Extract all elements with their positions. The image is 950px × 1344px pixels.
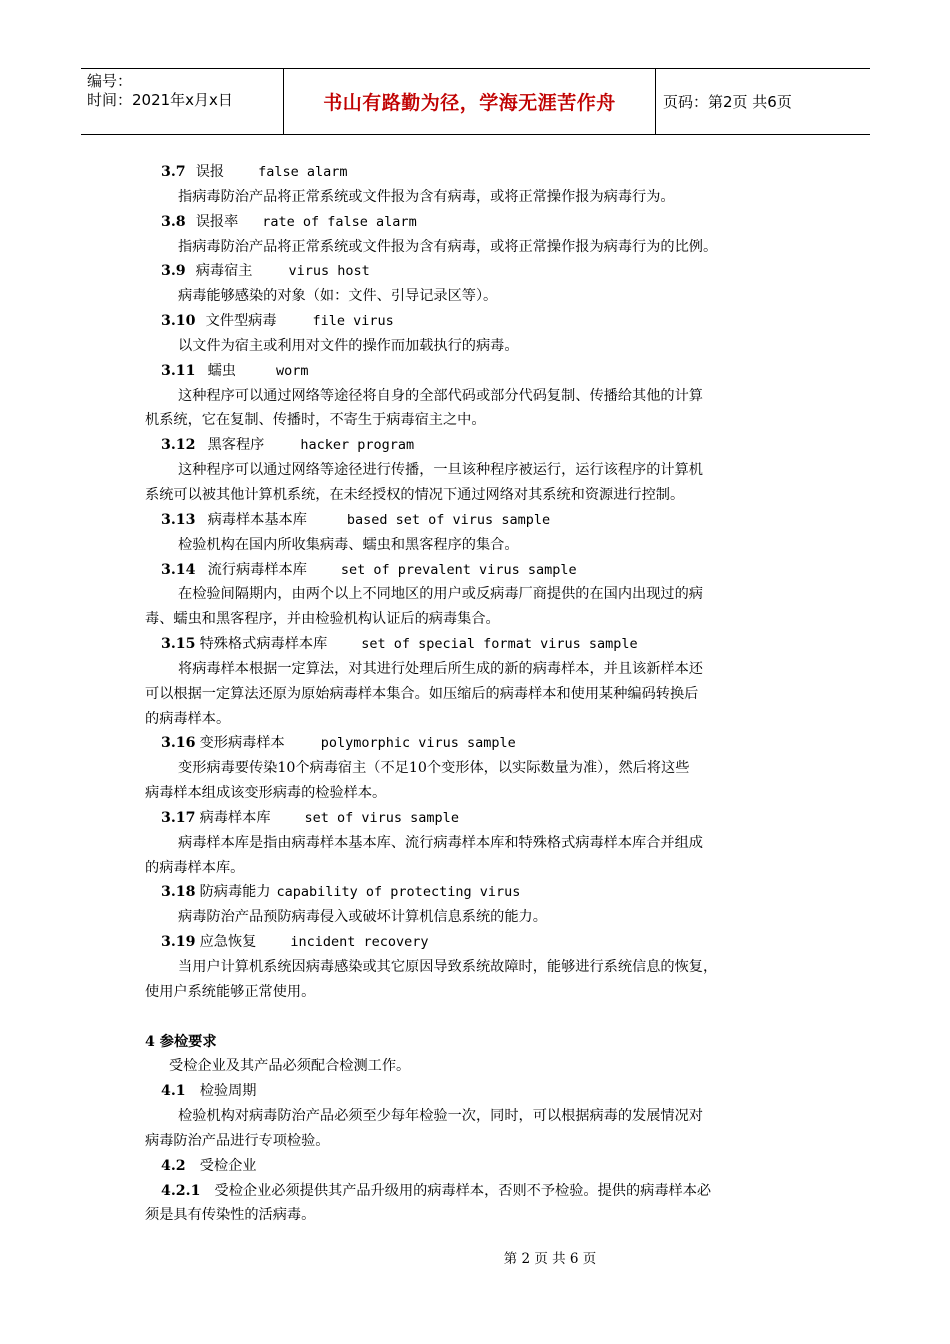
term-definition: 病毒能够感染的对象（如：文件、引导记录区等）。 (178, 288, 498, 305)
term-number: 3.8 (161, 213, 186, 230)
header-motto: 书山有路勤为径，学海无涯苦作舟 (323, 92, 616, 114)
term-number: 3.15 (161, 636, 196, 653)
term-english: set of special format virus sample (361, 636, 638, 653)
term-definition-continued: 使用户系统能够正常使用。 (145, 983, 316, 1000)
clause-continued: 须是具有传染性的活病毒。 (145, 1207, 316, 1224)
term-heading (145, 359, 815, 384)
term-english: false alarm (258, 164, 348, 180)
header-meta (87, 72, 283, 110)
term-heading (145, 309, 815, 334)
term-heading (145, 508, 815, 533)
term-number: 3.17 (161, 809, 196, 826)
clause-text: 受检企业必须提供其产品升级用的病毒样本，否则不予检验。提供的病毒样本必 (214, 1182, 712, 1199)
term-definition: 这种程序可以通过网络等途径进行传播，一旦该种程序被运行，运行该程序的计算机 (178, 462, 703, 479)
subsection-title: 检验周期 (199, 1083, 257, 1100)
term-heading (145, 433, 815, 458)
term-definition-continued: 的病毒样本库。 (145, 859, 245, 876)
term-heading (145, 930, 815, 955)
term-definition-continued: 机系统，它在复制、传播时，不寄生于病毒宿主之中。 (145, 412, 486, 429)
term-chinese: 防病毒能力 (199, 884, 271, 901)
term-definition-continued: 系统可以被其他计算机系统，在未经授权的情况下通过网络对其系统和资源进行控制。 (145, 486, 685, 503)
header-divider (655, 69, 656, 134)
term-definition-continued: 毒、蠕虫和黑客程序，并由检验机构认证后的病毒集合。 (145, 611, 500, 628)
term-english: set of virus sample (304, 809, 459, 826)
term-chinese: 黑客程序 (207, 437, 265, 454)
paragraph: 检验机构对病毒防治产品必须至少每年检验一次，同时，可以根据病毒的发展情况对 (178, 1108, 703, 1125)
document-body (145, 160, 815, 1228)
term-definition: 病毒样本库是指由病毒样本基本库、流行病毒样本库和特殊格式病毒样本库合并组成 (178, 834, 703, 851)
term-number: 3.11 (161, 362, 196, 379)
term-chinese: 病毒样本库 (199, 809, 271, 826)
term-definition-continued: 的病毒样本。 (145, 710, 231, 727)
term-definition-continued: 可以根据一定算法还原为原始病毒样本集合。如压缩后的病毒样本和使用某种编码转换后 (145, 685, 699, 702)
term-heading (145, 160, 815, 185)
term-definition: 检验机构在国内所收集病毒、蠕虫和黑客程序的集合。 (178, 536, 519, 553)
term-definition: 指病毒防治产品将正常系统或文件报为含有病毒，或将正常操作报为病毒行为。 (178, 188, 675, 205)
term-heading (145, 558, 815, 583)
term-chinese: 病毒宿主 (195, 263, 253, 280)
subsection-heading (145, 1154, 815, 1179)
term-definition: 以文件为宿主或利用对文件的操作而加载执行的病毒。 (178, 337, 519, 354)
term-number: 3.18 (161, 884, 196, 901)
term-definition: 当用户计算机系统因病毒感染或其它原因导致系统故障时，能够进行系统信息的恢复， (178, 959, 718, 975)
term-chinese: 应急恢复 (199, 934, 257, 951)
term-number: 3.12 (161, 437, 196, 454)
document-number-label: 编号： (87, 72, 133, 90)
term-heading (145, 210, 815, 235)
section-intro: 受检企业及其产品必须配合检测工作。 (169, 1058, 411, 1075)
page-footer (0, 1247, 950, 1267)
term-number: 3.7 (161, 164, 186, 180)
term-chinese: 流行病毒样本库 (207, 561, 307, 578)
term-english: worm (275, 362, 309, 379)
term-definition: 病毒防治产品预防病毒侵入或破坏计算机信息系统的能力。 (178, 909, 547, 926)
term-chinese: 误报 (195, 164, 225, 180)
term-english: file virus (312, 313, 394, 330)
subsection-number: 4.1 (161, 1083, 186, 1100)
subsection-heading (145, 1079, 815, 1104)
term-chinese: 变形病毒样本 (199, 735, 285, 752)
footer-page-number: 第 2 页 共 6 页 (503, 1251, 597, 1267)
term-definition: 变形病毒要传染10个病毒宿主（不足10个变形体，以实际数量为准），然后将这些 (178, 760, 690, 777)
term-number: 3.9 (161, 263, 186, 280)
header-page-number: 页码：第2页 共6页 (663, 93, 792, 111)
page-header (81, 68, 870, 135)
term-english: polymorphic virus sample (320, 735, 516, 752)
term-definition: 在检验间隔期内，由两个以上不同地区的用户或反病毒厂商提供的在国内出现过的病 (178, 586, 703, 603)
term-english: hacker program (300, 437, 415, 454)
section-heading: 4 参检要求 (145, 1033, 217, 1050)
term-chinese: 病毒样本基本库 (207, 511, 307, 528)
paragraph-continued: 病毒防治产品进行专项检验。 (145, 1132, 330, 1149)
term-definition: 这种程序可以通过网络等途径将自身的全部代码或部分代码复制、传播给其他的计算 (178, 387, 703, 404)
term-english: capability of protecting virus (276, 884, 521, 901)
term-chinese: 蠕虫 (207, 362, 236, 379)
term-english: set of prevalent virus sample (340, 561, 577, 578)
clause (145, 1179, 815, 1204)
term-heading (145, 880, 815, 905)
term-chinese: 文件型病毒 (205, 313, 277, 330)
term-number: 3.16 (161, 735, 196, 752)
term-english: incident recovery (290, 934, 429, 951)
term-english: rate of false alarm (262, 213, 417, 230)
term-heading (145, 259, 815, 284)
term-definition-continued: 病毒样本组成该变形病毒的检验样本。 (145, 785, 387, 802)
term-definition: 指病毒防治产品将正常系统或文件报为含有病毒，或将正常操作报为病毒行为的比例。 (178, 238, 718, 255)
term-english: virus host (288, 263, 370, 280)
term-definition: 将病毒样本根据一定算法，对其进行处理后所生成的新的病毒样本，并且该新样本还 (178, 660, 703, 677)
term-chinese: 误报率 (195, 213, 239, 230)
term-number: 3.19 (161, 934, 196, 951)
term-heading (145, 731, 815, 756)
clause-number: 4.2.1 (161, 1182, 201, 1199)
subsection-title: 受检企业 (199, 1157, 257, 1174)
spacer (145, 1005, 815, 1030)
subsection-number: 4.2 (161, 1157, 186, 1174)
term-number: 3.14 (161, 561, 196, 578)
term-number: 3.13 (161, 511, 196, 528)
document-date-label: 时间：2021年x月x日 (87, 91, 233, 109)
term-chinese: 特殊格式病毒样本库 (199, 636, 328, 653)
term-english: based set of virus sample (346, 511, 551, 528)
term-heading (145, 632, 815, 657)
term-heading (145, 806, 815, 831)
term-number: 3.10 (161, 313, 196, 330)
